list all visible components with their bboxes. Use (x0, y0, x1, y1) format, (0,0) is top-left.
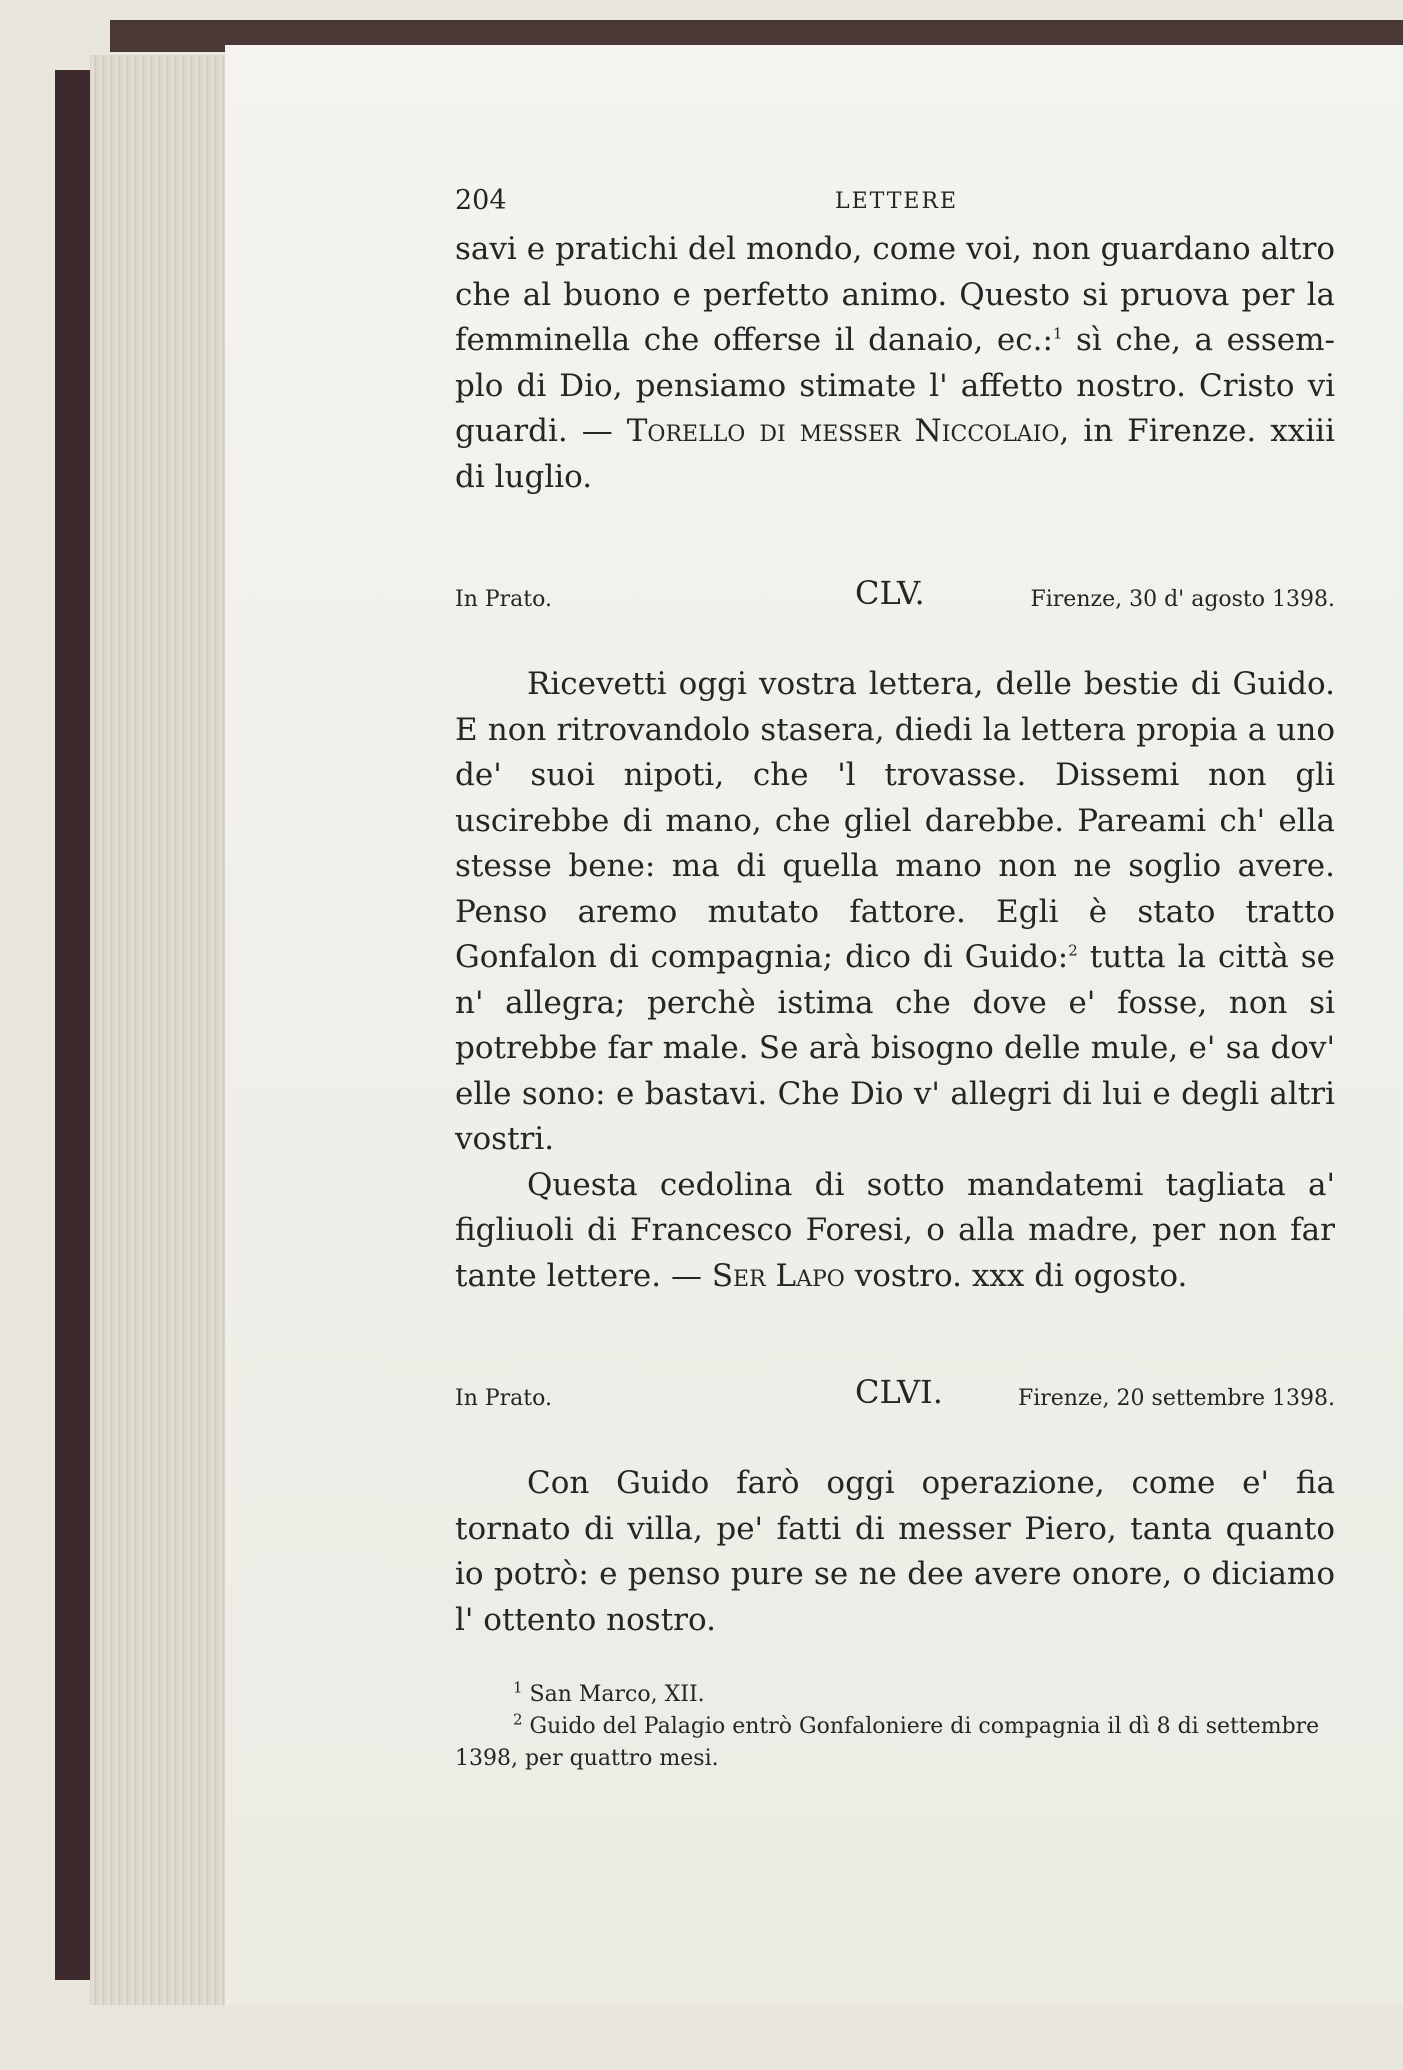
page-fore-edge (90, 55, 232, 2005)
signature: Ser Lapo (711, 1257, 845, 1294)
letter-place: In Prato. (455, 587, 552, 612)
footnote-text: Guido del Palagio entrò Gonfaloniere di compagnia il dì 8 di settembre 1398, per quattro mesi. (455, 1714, 1320, 1771)
footnote-ref: 2 (1068, 941, 1078, 960)
text: Ricevetti oggi vostra lettera, delle bestie di Guido. E non ritrovandolo stasera, diedi la lettera propia a uno de' suoi nipoti, che 'l trovasse. Dissemi non gli uscirebbe di mano, che gliel darebbe. Pareami ch' ella stesse bene: ma di quella mano non ne soglio avere. Penso aremo mutato fattore. Egli è stato tratto Gonfalon di compagnia; dico di Guido: (455, 666, 1335, 975)
footnote-mark: 1 (513, 1678, 523, 1697)
footnote-ref: 1 (1052, 324, 1063, 343)
signature: Torello di messer Niccolaio (626, 413, 1060, 449)
running-title: LETTERE (835, 189, 959, 214)
letter-heading-clvi (455, 1357, 1335, 1417)
line: plo di Dio, pensiamo stimate l' affetto nostro. Cristo vi (455, 367, 1335, 404)
footnote-text: San Marco, XII. (529, 1682, 705, 1707)
line: femminella che offerse il danaio, ec.: (455, 322, 1053, 358)
letter-number: CLVI. (855, 1373, 943, 1411)
line: di luglio. (455, 458, 593, 495)
running-head (455, 185, 1335, 227)
book-cover-spine (55, 70, 95, 1980)
footnotes (455, 1679, 1335, 1775)
letter-place: In Prato. (455, 1386, 552, 1411)
letter-number: CLV. (855, 574, 925, 612)
text: tutta la città se n' allegra; perchè istima che dove e' fosse, non si potrebbe far male. Se arà bisogno delle mule, e' sa dov' elle sono: e bastavi. Che Dio v' allegri di lui e degli altri vostri. (455, 939, 1335, 1157)
footnote (455, 1711, 1335, 1775)
letter-date: Firenze, 30 d' agosto 1398. (1030, 587, 1335, 612)
text: vostro. xxx di ogosto. (844, 1257, 1188, 1294)
line: , in Firenze. xxiii (1059, 413, 1335, 449)
footnote (455, 1679, 1335, 1711)
line: che al buono e perfetto animo. Questo si pruova per la (455, 276, 1335, 313)
footnote-mark: 2 (513, 1710, 523, 1729)
letter-heading-clv (455, 558, 1335, 618)
line: savi e pratichi del mondo, come voi, non guardano altro (455, 231, 1335, 267)
text: Questa cedolina di sotto mandatemi tagliata a' figliuoli di Francesco Foresi, o alla madre, per non far tante lettere. — (455, 1166, 1335, 1294)
page-number: 204 (455, 185, 507, 216)
line: sì che, a essem- (1062, 322, 1335, 358)
letter-date: Firenze, 20 settembre 1398. (1017, 1386, 1335, 1411)
letter-clvi-paragraph-1: Con Guido farò oggi operazione, come e' fia tornato di villa, pe' fatti di messer Piero, tanta quanto io potrò: e penso pure se ne dee avere onore, o diciamo l' ottento nostro. (455, 1465, 1335, 1638)
line: guardi. — (455, 413, 627, 449)
letter-clv-paragraph-1 (455, 662, 1335, 1163)
letter-clv-paragraph-2 (455, 1163, 1335, 1300)
continuation-paragraph (455, 227, 1335, 500)
page-content (455, 185, 1335, 1775)
